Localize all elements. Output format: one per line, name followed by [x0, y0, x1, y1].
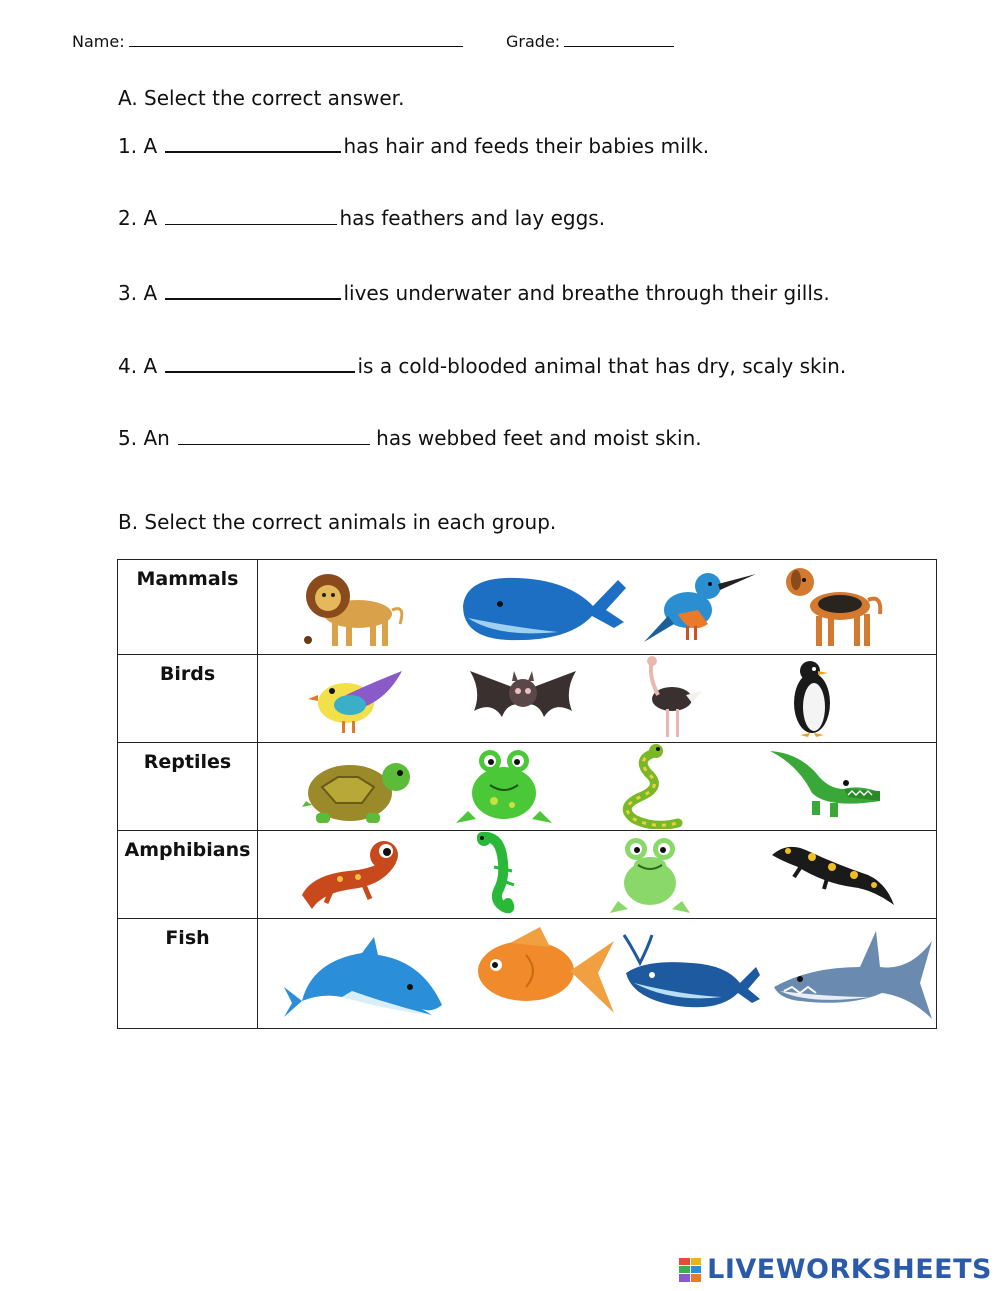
animal-cells-birds [258, 655, 937, 743]
question-4-prefix: 4. A [118, 354, 158, 378]
question-1-prefix: 1. A [118, 134, 158, 158]
crocodile-icon[interactable] [768, 745, 884, 827]
answer-blank-3[interactable] [165, 280, 341, 300]
question-2-text: has feathers and lay eggs. [339, 206, 606, 230]
question-3-text: lives underwater and breathe through their gills. [343, 281, 830, 305]
turtle-icon[interactable] [302, 747, 414, 827]
group-label-reptiles: Reptiles [118, 743, 258, 831]
animal-cells-amphibians [258, 831, 937, 919]
question-4-text: is a cold-blooded animal that has dry, scaly skin. [357, 354, 847, 378]
grade-label: Grade: [506, 32, 561, 51]
question-1 [118, 133, 709, 158]
row-mammals [118, 560, 937, 655]
question-2 [118, 206, 605, 230]
row-fish [118, 919, 937, 1029]
row-birds [118, 655, 937, 743]
group-label-birds: Birds [118, 655, 258, 743]
kingfisher-icon[interactable] [638, 566, 760, 646]
ostrich-icon[interactable] [638, 655, 708, 739]
row-reptiles [118, 743, 937, 831]
name-field-label [72, 32, 463, 51]
whale-icon[interactable] [458, 566, 628, 646]
dolphin-icon[interactable] [282, 931, 446, 1023]
section-a-title: A. Select the correct answer. [118, 86, 405, 110]
liveworksheets-logo [679, 1254, 992, 1285]
name-label: Name: [72, 32, 125, 51]
brand-name: LIVEWORKSHEETS [707, 1254, 992, 1285]
penguin-icon[interactable] [790, 657, 834, 739]
group-label-amphibians: Amphibians [118, 831, 258, 919]
question-3-prefix: 3. A [118, 281, 158, 305]
question-4 [118, 353, 846, 378]
lion-icon[interactable] [288, 564, 408, 652]
shark-icon[interactable] [770, 927, 934, 1023]
group-label-fish: Fish [118, 919, 258, 1029]
bat-icon[interactable] [468, 661, 578, 733]
question-3 [118, 280, 830, 305]
snake-icon[interactable] [614, 743, 686, 829]
row-amphibians [118, 831, 937, 919]
group-label-mammals: Mammals [118, 560, 258, 655]
chameleon-icon[interactable] [468, 831, 528, 917]
animal-cells-fish [258, 919, 937, 1029]
grade-input-line[interactable] [564, 32, 674, 47]
frog-icon[interactable] [454, 745, 554, 827]
answer-blank-5[interactable] [178, 426, 370, 445]
animal-groups-table [117, 559, 937, 1029]
salamander-icon[interactable] [768, 835, 896, 913]
answer-blank-4[interactable] [165, 353, 355, 373]
question-2-prefix: 2. A [118, 206, 158, 230]
whale-icon[interactable] [622, 933, 762, 1015]
animal-cells-reptiles [258, 743, 937, 831]
question-5 [118, 426, 702, 450]
dog-icon[interactable] [778, 560, 888, 652]
newt-icon[interactable] [292, 835, 404, 915]
frog-icon[interactable] [608, 831, 692, 917]
question-5-prefix: 5. An [118, 426, 170, 450]
question-5-text: has webbed feet and moist skin. [376, 426, 702, 450]
answer-blank-1[interactable] [165, 133, 341, 153]
goldfish-icon[interactable] [470, 925, 616, 1021]
section-b-title: B. Select the correct animals in each group. [118, 510, 557, 534]
bird-icon[interactable] [306, 661, 406, 737]
animal-cells-mammals [258, 560, 937, 655]
name-input-line[interactable] [129, 32, 463, 47]
grade-field-label [506, 32, 674, 51]
liveworksheets-logo-mark [679, 1258, 701, 1282]
answer-blank-2[interactable] [165, 206, 337, 225]
question-1-text: has hair and feeds their babies milk. [343, 134, 710, 158]
